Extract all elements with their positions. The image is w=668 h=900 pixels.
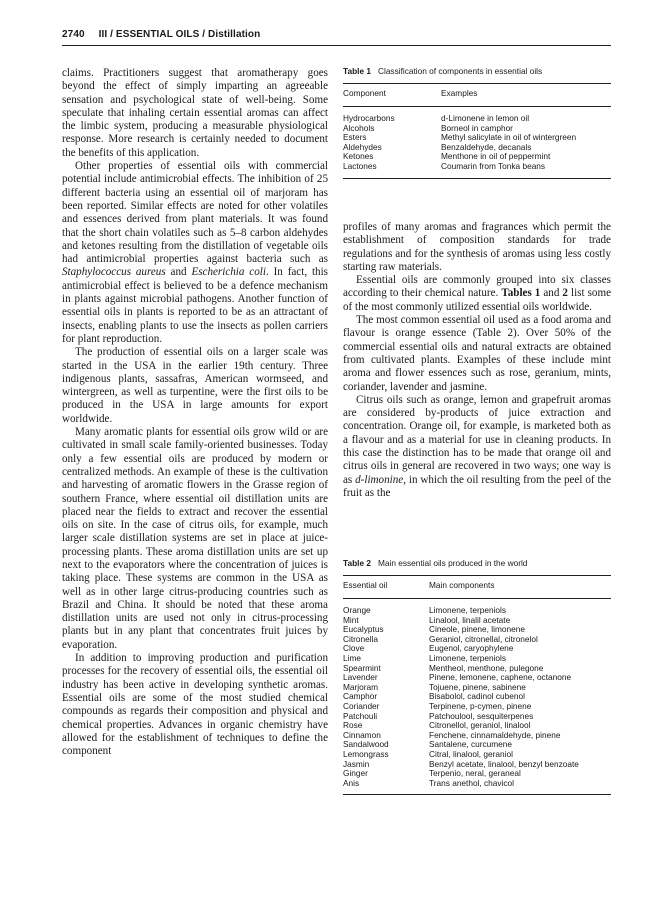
table-cell: Eugenol, caryophylene: [429, 643, 514, 654]
table-cell: Camphor: [343, 691, 378, 702]
table-cell: Fenchene, cinnamaldehyde, pinene: [429, 729, 561, 740]
table-cell: Anis: [343, 777, 360, 788]
table-cell: Ketones: [343, 151, 374, 162]
table-caption-text: Classification of components in essential oils: [377, 66, 543, 76]
paragraph: Many aromatic plants for essential oils grow wild or are cultivated in small scale family-oriented businesses. Today only a few essential oils are produced by modern or centralized methods. An example of these is the cultivation and harvesting of aromatic flowers in the Grasse region of southern France, where essential oil distillation units are placed near the fields to extract and recover the essential oils on site. In the case of citrus oils, for example, much larger scale distillation systems are set in place at juice-processing plants. These aroma distillation units are set up next to the evaporators where the concentration of juices is taking place. These systems are common in the USA as well as in other large citrus-producing countries such as Brazil and China. It should be noted that these aroma distillation units are used not only in citrus-processing plants but in any plant that concentrates fruit juices by evaporation.: [62, 426, 328, 651]
table-header-row: [343, 576, 611, 598]
table-cell: Citral, linalool, geraniol: [429, 748, 513, 759]
left-column: [62, 67, 328, 758]
table-cell: Esters: [343, 132, 367, 143]
table-cell: Terpinene, p-cymen, pinene: [429, 700, 532, 711]
table-cell: Menthone in oil of peppermint: [441, 151, 551, 162]
table-body: [343, 107, 611, 178]
paragraph: Citrus oils such as orange, lemon and grapefruit aromas are considered by-products of juice extraction and concentration. Orange oil, for example, is marketed both as a flavour and as a material for use in cleaning products. In this case the distinction has to be made that orange oil and citrus oils in general are recovered in two ways; one way is as d-limonine, in which the oil resulting from the peel of the fruit as the: [343, 393, 611, 499]
paragraph: profiles of many aromas and fragrances which permit the establishment of composition standards for trade regulations and for the synthesis of aromas using less costly starting raw materials.: [343, 221, 611, 273]
table-cell: Citronella: [343, 633, 379, 644]
table-cell: Cineole, pinene, limonene: [429, 624, 525, 635]
table-cell: Sandalwood: [343, 739, 389, 750]
table-cell: Santalene, curcumene: [429, 739, 513, 750]
column-header: Main components: [429, 580, 495, 590]
table-cell: Alcohols: [343, 122, 375, 133]
table-cell: Eucalyptus: [343, 624, 384, 635]
table-cell: Patchouli: [343, 710, 378, 721]
paragraph: The most common essential oil used as a food aroma and flavour is orange essence (Table 2). Over 50% of the commercial essential oils and natural extracts are obtained from cultivated plants. Examples of these include mint aroma and flower essences such as rose, geranium, mints, coriander, lavender and jasmine.: [343, 314, 611, 393]
table-cell: Aldehydes: [343, 141, 382, 152]
table-cell: Mint: [343, 614, 359, 625]
running-header: [62, 29, 612, 43]
table-cell: Citronellol, geraniol, linalool: [429, 720, 531, 731]
table-cell: Borneol in camphor: [441, 122, 513, 133]
table-cell: Lactones: [343, 160, 377, 171]
paragraph: In addition to improving production and purification processes for the recovery of essential oils, the essential oil industry has been active in developing synthetic aromas. Essential oils are some of the most studied chemical compounds as regards their composition and physical and chemical properties. Advances in organic chemistry have allowed for the establishment of techniques to define the component: [62, 652, 328, 758]
table-2: [343, 558, 611, 795]
right-column: [343, 221, 611, 500]
page-number: 2740: [62, 29, 85, 40]
table-caption: [343, 66, 611, 77]
table-cell: Coumarin from Tonka beans: [441, 160, 546, 171]
table-caption: [343, 558, 611, 569]
table-body: [343, 599, 611, 794]
column-header: Examples: [441, 88, 478, 98]
table-cell: Benzyl acetate, linalool, benzyl benzoate: [429, 758, 579, 769]
table-cell: Marjoram: [343, 681, 379, 692]
table-rule: [343, 794, 611, 795]
table-cell: Methyl salicylate in oil of wintergreen: [441, 132, 577, 143]
table-cell: Spearmint: [343, 662, 381, 673]
table-cell: Linalool, linalil acetate: [429, 614, 511, 625]
table-row: [343, 162, 611, 172]
table-cell: Orange: [343, 605, 371, 615]
column-header: Essential oil: [343, 580, 388, 590]
table-cell: Geraniol, citronellal, citronelol: [429, 633, 538, 644]
table-cell: Coriander: [343, 700, 380, 711]
table-cell: d-Limonene in lemon oil: [441, 113, 530, 123]
table-cell: Ginger: [343, 768, 368, 779]
header-rule: [62, 45, 611, 46]
table-cell: Hydrocarbons: [343, 113, 395, 123]
table-1: [343, 66, 611, 179]
table-cell: Pinene, lemonene, caphene, octanone: [429, 672, 572, 683]
table-cell: Limonene, terpeniols: [429, 605, 507, 615]
table-row: [343, 779, 611, 789]
table-caption-text: Main essential oils produced in the world: [377, 558, 528, 568]
table-cell: Benzaldehyde, decanals: [441, 141, 532, 152]
running-title: III / ESSENTIAL OILS / Distillation: [98, 29, 261, 40]
table-cell: Tojuene, pinene, sabinene: [429, 681, 526, 692]
table-cell: Trans anethol, chavicol: [429, 777, 515, 788]
table-rule: [343, 178, 611, 179]
table-cell: Clove: [343, 643, 365, 654]
paragraph: Essential oils are commonly grouped into six classes according to their chemical nature. Tables 1 and 2 list some of the most commonly utilized essential oils worldwide.: [343, 274, 611, 313]
table-cell: Mentheol, menthone, pulegone: [429, 662, 544, 673]
table-cell: Lavender: [343, 672, 378, 683]
table-cell: Cinnamon: [343, 729, 381, 740]
paragraph: claims. Practitioners suggest that aromatherapy goes beyond the effect of simply imparting an agreeable sensation and psychological state of well-being. Some speculate that inhaling certain essential aromas can affect the limbic system, producing a measurable physiological response. More research is certainly needed to document the benefits of this application.: [62, 67, 328, 159]
table-header-row: [343, 84, 611, 106]
table-cell: Terpenio, neral, geraneal: [429, 768, 521, 779]
paragraph: The production of essential oils on a larger scale was started in the USA in the earlier 19th century. Three indigenous plants, sassafras, American wormseed, and wintergreen, as well as turpentine, were the first oils to be produced in the USA in large amounts for export worldwide.: [62, 346, 328, 425]
column-header: Component: [343, 88, 386, 98]
table-label: Table 2: [343, 558, 371, 568]
table-cell: Bisabolol, cadinol cubenol: [429, 691, 525, 702]
table-cell: Limonene, terpeniols: [429, 652, 507, 663]
table-cell: Jasmin: [343, 758, 370, 769]
table-cell: Lime: [343, 652, 361, 663]
table-cell: Lemongrass: [343, 748, 389, 759]
table-label: Table 1: [343, 66, 371, 76]
table-cell: Patchoulool, sesquiterpenes: [429, 710, 534, 721]
table-cell: Rose: [343, 720, 363, 731]
paragraph: Other properties of essential oils with commercial potential include antimicrobial effects. The inhibition of 25 different bacteria using an essential oil of marjoram has been reported. Similar effects are noted for other volatiles and essences derived from plant materials. It was found that the short chain volatiles such as 5–8 carbon aldehydes and ketones resulting from the distillation of vegetable oils had antimicrobial properties against bacteria such as Staphylococcus aureus and Escherichia coli. In fact, this antimicrobial effect is believed to be a defence mechanism in plants against microbial pathogens. Another function of essential oils in plants is reported to be as an attractant of insects, enabling plants to use the insects as pollen carriers for plant reproduction.: [62, 160, 328, 345]
